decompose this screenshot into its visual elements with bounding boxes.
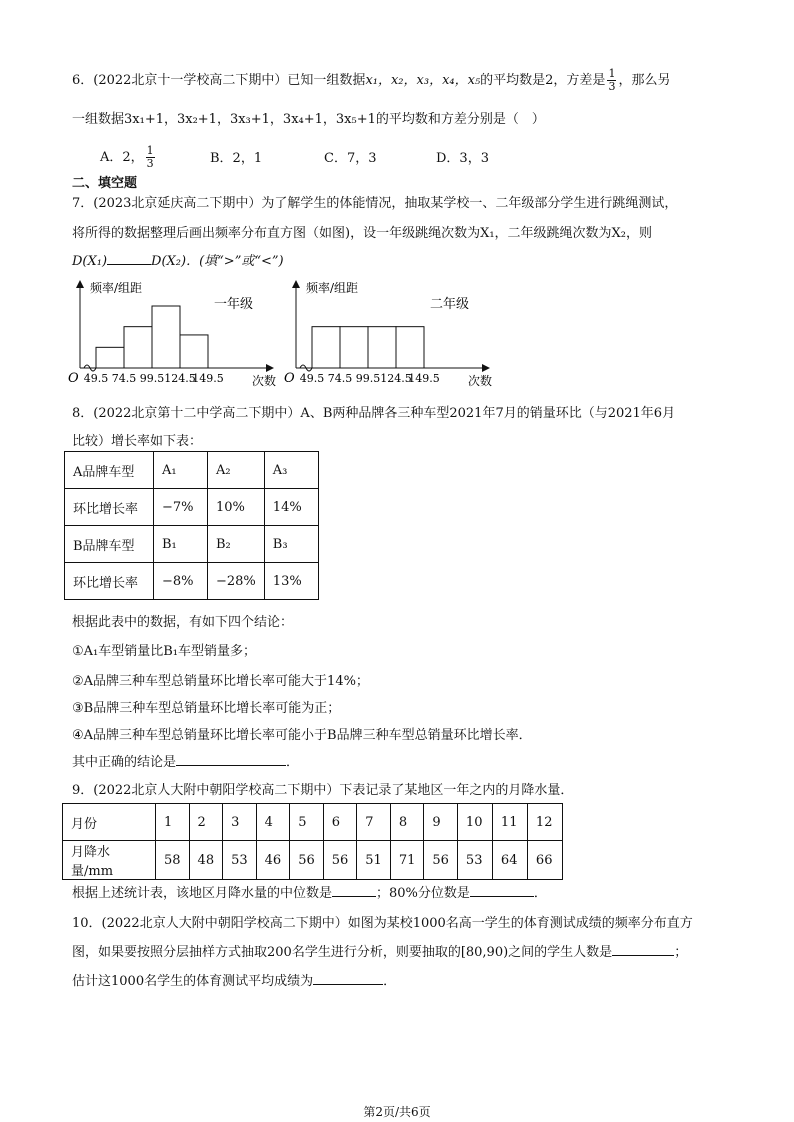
x-axis-arrow [482, 364, 490, 372]
q9-line1: 9．(2022北京人大附中朝阳学校高二下期中）下表记录了某地区一年之内的月降水量． [72, 783, 574, 798]
q9-table-cell: 5 [290, 804, 324, 841]
histogram-bar [96, 347, 124, 368]
q8-table [64, 451, 319, 600]
q9-table-cell: 10 [457, 804, 492, 841]
q6-text-post: ，那么另 [618, 73, 671, 88]
q9-table-cell: 9 [424, 804, 458, 841]
q8-table-cell: 13% [264, 563, 318, 600]
q6-option-d: D．3，3 [436, 151, 489, 166]
q8-conclusion-1: ①A₁车型销量比B₁车型销量多； [72, 644, 257, 659]
q6-line1 [72, 68, 670, 93]
q8-conclusion-4: ④A品牌三种车型总销量环比增长率可能小于B品牌三种车型总销量环比增长率． [72, 728, 532, 743]
q8-table-cell: A₃ [264, 452, 318, 489]
q7-answer-blank [107, 264, 151, 265]
histogram-grade2 [282, 278, 497, 390]
q9-table-cell: 71 [390, 841, 424, 880]
q6-vars: x₁，x₂，x₃，x₄，x₅ [365, 73, 481, 88]
x-tick-label: 124.5 [164, 372, 196, 385]
q9-table-cell: 4 [256, 804, 290, 841]
q7-d-x2: D(X₂)．(填“>”或“<”) [151, 254, 284, 269]
q9-table-cell: 51 [357, 841, 391, 880]
histogram-bar [180, 335, 208, 368]
histogram-bar [396, 327, 424, 368]
q7-d-x1: D(X₁) [72, 254, 108, 269]
q8-table-cell: −7% [154, 489, 208, 526]
q9-table-cell: 46 [256, 841, 290, 880]
q8-answer-blank [176, 765, 286, 766]
q9-table-cell: 月降水量/mm [63, 841, 156, 880]
q8-table-cell: −8% [154, 563, 208, 600]
q8-table-cell: 环比增长率 [65, 489, 154, 526]
q8-table-cell: 环比增长率 [65, 563, 154, 600]
y-axis-label: 频率/组距 [306, 281, 359, 295]
q8-table-cell: 10% [208, 489, 265, 526]
q9-table-cell: 7 [357, 804, 391, 841]
origin-label: O [284, 371, 295, 386]
histogram-grade1 [66, 278, 281, 390]
q10-line2: 图，如果要按照分层抽样方式抽取200名学生进行分析，则要抽取的[80,90)之间的学生人数是 ； [72, 945, 688, 960]
q8-table-row [65, 452, 319, 489]
q9-table-cell: 56 [424, 841, 458, 880]
x-axis-label: 次数 [468, 374, 493, 388]
y-axis-label: 频率/组距 [90, 281, 143, 295]
q8-conclusion-3: ③B品牌三种车型总销量环比增长率可能为正； [72, 701, 341, 716]
q8-table-cell: A品牌车型 [65, 452, 154, 489]
x-tick-label: 99.5 [139, 372, 165, 385]
q9-table [62, 803, 563, 880]
chart-title: 一年级 [214, 297, 254, 312]
q10-mean-blank [313, 984, 383, 985]
q8-conclusion-2: ②A品牌三种车型总销量环比增长率可能大于14%； [72, 674, 369, 689]
q9-table-row [63, 841, 563, 880]
q6-option-c: C．7，3 [324, 151, 377, 166]
q10-line1: 10．(2022北京人大附中朝阳学校高二下期中）如图为某校1000名高一学生的体育测试成绩的频率分布直方 [72, 916, 693, 931]
x-tick-label: 99.5 [355, 372, 381, 385]
histogram-bar [312, 327, 340, 368]
origin-label: O [68, 371, 79, 386]
q9-table-cell: 8 [390, 804, 424, 841]
q8-table-row [65, 563, 319, 600]
q9-table-cell: 48 [189, 841, 223, 880]
histogram-bar [368, 327, 396, 368]
q8-table-cell: A₂ [208, 452, 265, 489]
q10-count-blank [612, 955, 674, 956]
q9-table-cell: 56 [323, 841, 357, 880]
x-tick-label: 149.5 [192, 372, 224, 385]
x-axis-label: 次数 [252, 374, 277, 388]
q8-table-cell: −28% [208, 563, 265, 600]
q8-table-cell: B₂ [208, 526, 265, 563]
histogram-bar [124, 327, 152, 368]
q6-text-pre: 6．(2022北京十一学校高二下期中）已知一组数据 [72, 73, 366, 88]
q6-fraction: $\frac{1}{3}$ [608, 67, 616, 93]
q9-table-cell: 6 [323, 804, 357, 841]
x-tick-label: 49.5 [299, 372, 325, 385]
y-axis-arrow [76, 280, 84, 288]
q8-table-cell: B品牌车型 [65, 526, 154, 563]
y-axis-arrow [292, 280, 300, 288]
q8-table-cell: B₁ [154, 526, 208, 563]
q9-table-cell: 12 [527, 804, 562, 841]
q10-line3: 估计这1000名学生的体育测试平均成绩为 ． [72, 974, 397, 989]
q8-line1: 8．(2022北京第十二中学高二下期中）A、B两种品牌各三种车型2021年7月的销量环比（与2021年6月 [72, 406, 676, 421]
q6-option-a: A．2， $\frac{1}{3}$ [100, 144, 154, 170]
q9-table-row [63, 804, 563, 841]
chart-title: 二年级 [430, 297, 470, 312]
q9-table-cell: 64 [492, 841, 527, 880]
q8-table-row [65, 526, 319, 563]
q9-table-cell: 56 [290, 841, 324, 880]
section-title: 二、填空题 [72, 176, 138, 191]
q8-intro: 根据此表中的数据，有如下四个结论： [72, 615, 294, 630]
q9-table-cell: 2 [189, 804, 223, 841]
q9-table-cell: 58 [156, 841, 190, 880]
q9-median-blank [332, 896, 376, 897]
q8-table-cell: B₃ [264, 526, 318, 563]
q6-line2: 一组数据3x₁+1，3x₂+1，3x₃+1，3x₄+1，3x₅+1的平均数和方差分别是（ ） [72, 112, 545, 127]
q6-text-mid: 的平均数是2，方差是 [480, 73, 606, 88]
x-axis-arrow [266, 364, 274, 372]
q9-table-cell: 11 [492, 804, 527, 841]
q6-option-a-fraction: $\frac{1}{3}$ [146, 144, 154, 170]
x-tick-label: 74.5 [327, 372, 353, 385]
q7-line1: 7．(2023北京延庆高二下期中）为了解学生的体能情况，抽取某学校一、二年级部分学生进行跳绳测试， [72, 196, 678, 211]
q8-answer: 其中正确的结论是 ． [72, 755, 300, 770]
x-tick-label: 49.5 [83, 372, 109, 385]
q9-table-cell: 1 [156, 804, 190, 841]
q7-line2: 将所得的数据整理后画出频率分布直方图（如图)，设一年级跳绳次数为X₁，二年级跳绳次数为X₂，则 [72, 226, 653, 241]
histogram-bar [340, 327, 368, 368]
q9-table-cell: 53 [457, 841, 492, 880]
q9-table-cell: 53 [223, 841, 257, 880]
q8-line2: 比较）增长率如下表： [72, 434, 203, 449]
q8-table-cell: 14% [264, 489, 318, 526]
page-footer: 第2页/共6页 [363, 1105, 431, 1119]
q9-table-cell: 3 [223, 804, 257, 841]
histogram-bar [152, 306, 180, 368]
q8-table-cell: A₁ [154, 452, 208, 489]
q6-option-b: B．2，1 [210, 151, 263, 166]
q8-table-row [65, 489, 319, 526]
q9-table-cell: 66 [527, 841, 562, 880]
q7-line3 [72, 250, 284, 269]
x-tick-label: 74.5 [111, 372, 137, 385]
q9-answer: 根据上述统计表，该地区月降水量的中位数是 ；80%分位数是 ． [72, 886, 547, 901]
q9-table-cell: 月份 [63, 804, 156, 841]
x-tick-label: 124.5 [380, 372, 412, 385]
x-tick-label: 149.5 [408, 372, 440, 385]
q9-percentile-blank [470, 896, 534, 897]
